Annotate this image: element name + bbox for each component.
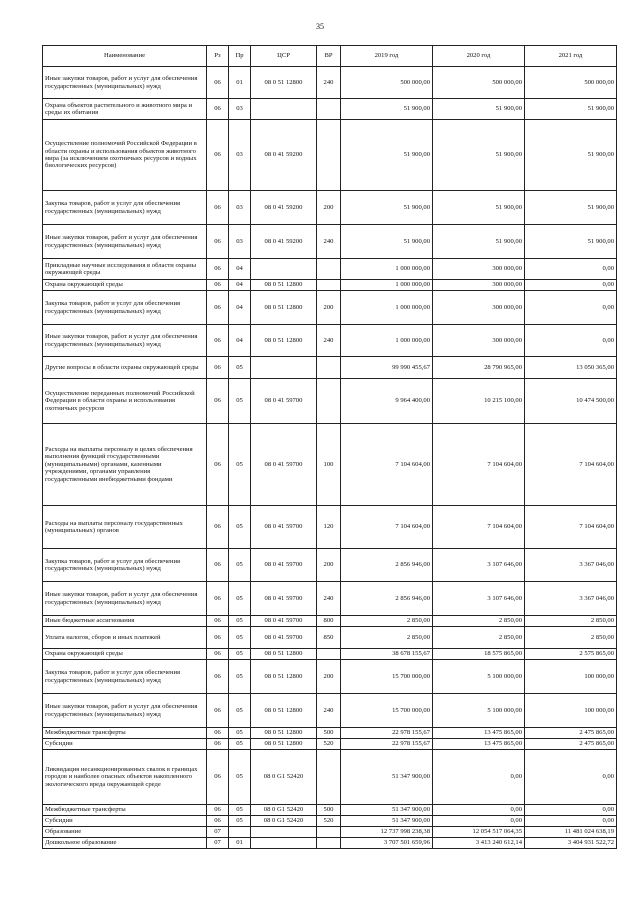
row-rz: 07	[207, 827, 229, 838]
row-vr: 200	[317, 549, 341, 582]
row-2020: 300 000,00	[433, 291, 525, 325]
header-pr: Пр	[229, 46, 251, 67]
row-2019: 12 737 998 238,38	[341, 827, 433, 838]
row-pr: 04	[229, 325, 251, 357]
row-2019: 2 850,00	[341, 616, 433, 627]
row-pr: 05	[229, 357, 251, 379]
row-pr: 05	[229, 728, 251, 739]
row-2021: 51 900,00	[525, 120, 617, 191]
row-csr: 08 0 51 12800	[251, 694, 317, 728]
row-2020: 7 104 604,00	[433, 506, 525, 549]
row-2020: 12 054 517 064,35	[433, 827, 525, 838]
table-row	[43, 259, 617, 280]
row-pr: 05	[229, 379, 251, 424]
row-vr	[317, 649, 341, 660]
row-csr: 08 0 G1 52420	[251, 750, 317, 805]
row-csr: 08 0 41 59700	[251, 424, 317, 506]
header-2021: 2021 год	[525, 46, 617, 67]
row-2021: 0,00	[525, 750, 617, 805]
row-rz: 06	[207, 750, 229, 805]
row-rz: 06	[207, 649, 229, 660]
row-csr: 08 0 41 59700	[251, 549, 317, 582]
row-2020: 300 000,00	[433, 280, 525, 291]
row-csr: 08 0 G1 52420	[251, 805, 317, 816]
row-name: Расходы на выплаты персоналу государственных (муниципальных) органов	[43, 506, 207, 549]
row-name: Межбюджетные трансферты	[43, 728, 207, 739]
row-vr	[317, 259, 341, 280]
row-rz: 06	[207, 99, 229, 120]
row-csr: 08 0 51 12800	[251, 660, 317, 694]
row-vr	[317, 99, 341, 120]
row-name: Осуществление переданных полномочий Российской Федерации в области охраны и использования охотничьих ресурсов	[43, 379, 207, 424]
row-vr: 850	[317, 627, 341, 649]
row-rz: 07	[207, 838, 229, 849]
row-2020: 28 790 965,00	[433, 357, 525, 379]
row-name: Охрана окружающей среды	[43, 280, 207, 291]
row-rz: 06	[207, 616, 229, 627]
row-2020: 3 107 646,00	[433, 549, 525, 582]
row-2021: 0,00	[525, 816, 617, 827]
row-2021: 2 850,00	[525, 627, 617, 649]
row-pr	[229, 827, 251, 838]
row-2019: 1 000 000,00	[341, 325, 433, 357]
row-2019: 9 964 400,00	[341, 379, 433, 424]
row-name: Ликвидация несанкционированных свалок в границах городов и наиболее опасных объектов накопленного экологического вреда окружающей среде	[43, 750, 207, 805]
row-vr	[317, 838, 341, 849]
row-2021: 51 900,00	[525, 225, 617, 259]
row-csr	[251, 99, 317, 120]
row-2021: 0,00	[525, 259, 617, 280]
row-pr: 05	[229, 549, 251, 582]
row-csr: 08 0 41 59200	[251, 120, 317, 191]
row-2021: 51 900,00	[525, 191, 617, 225]
row-pr: 03	[229, 120, 251, 191]
row-rz: 06	[207, 582, 229, 616]
row-pr: 01	[229, 838, 251, 849]
row-2020: 51 900,00	[433, 191, 525, 225]
row-csr: 08 0 51 12800	[251, 67, 317, 99]
row-2019: 22 978 155,67	[341, 728, 433, 739]
row-2020: 18 575 865,00	[433, 649, 525, 660]
row-vr: 120	[317, 506, 341, 549]
table-row	[43, 627, 617, 649]
table-row	[43, 616, 617, 627]
row-rz: 06	[207, 191, 229, 225]
row-vr: 200	[317, 291, 341, 325]
row-pr: 05	[229, 506, 251, 549]
header-2020: 2020 год	[433, 46, 525, 67]
row-2021: 2 575 865,00	[525, 649, 617, 660]
row-pr: 05	[229, 816, 251, 827]
row-pr: 01	[229, 67, 251, 99]
row-2020: 2 850,00	[433, 616, 525, 627]
row-2021: 10 474 500,00	[525, 379, 617, 424]
row-rz: 06	[207, 627, 229, 649]
row-vr: 800	[317, 616, 341, 627]
table-row	[43, 694, 617, 728]
row-vr	[317, 379, 341, 424]
row-pr: 05	[229, 694, 251, 728]
table-row	[43, 191, 617, 225]
row-rz: 06	[207, 379, 229, 424]
row-2021: 100 000,00	[525, 694, 617, 728]
table-row	[43, 357, 617, 379]
row-2020: 5 100 000,00	[433, 694, 525, 728]
row-rz: 06	[207, 728, 229, 739]
row-2021: 7 104 604,00	[525, 424, 617, 506]
row-2020: 300 000,00	[433, 325, 525, 357]
row-pr: 05	[229, 805, 251, 816]
row-csr: 08 0 51 12800	[251, 325, 317, 357]
table-row	[43, 225, 617, 259]
row-pr: 05	[229, 424, 251, 506]
row-name: Закупка товаров, работ и услуг для обеспечения государственных (муниципальных) нужд	[43, 291, 207, 325]
table-row	[43, 506, 617, 549]
row-csr	[251, 357, 317, 379]
row-2020: 51 900,00	[433, 99, 525, 120]
row-name: Субсидии	[43, 816, 207, 827]
row-2019: 38 678 155,67	[341, 649, 433, 660]
row-csr: 08 0 51 12800	[251, 739, 317, 750]
row-2021: 500 000,00	[525, 67, 617, 99]
row-vr: 240	[317, 582, 341, 616]
row-2019: 1 000 000,00	[341, 259, 433, 280]
row-vr	[317, 120, 341, 191]
row-vr	[317, 280, 341, 291]
row-vr: 100	[317, 424, 341, 506]
row-2019: 2 856 946,00	[341, 582, 433, 616]
row-name: Уплата налогов, сборов и иных платежей	[43, 627, 207, 649]
table-row	[43, 827, 617, 838]
row-csr: 08 0 41 59700	[251, 506, 317, 549]
row-vr	[317, 357, 341, 379]
row-2019: 2 856 946,00	[341, 549, 433, 582]
row-name: Дошкольное образование	[43, 838, 207, 849]
row-name: Охрана объектов растительного и животного мира и среды их обитания	[43, 99, 207, 120]
row-name: Прикладные научные исследования в области охраны окружающей среды	[43, 259, 207, 280]
row-pr: 03	[229, 191, 251, 225]
row-2019: 51 900,00	[341, 191, 433, 225]
row-rz: 06	[207, 660, 229, 694]
row-name: Расходы на выплаты персоналу в целях обеспечения выполнения функций государственными (муниципальными) органами, казенными учреждениями, органами управления государственными внебюджетными фондами	[43, 424, 207, 506]
row-csr: 08 0 41 59700	[251, 616, 317, 627]
row-csr: 08 0 41 59200	[251, 225, 317, 259]
row-2019: 1 000 000,00	[341, 280, 433, 291]
row-rz: 06	[207, 259, 229, 280]
row-2019: 2 850,00	[341, 627, 433, 649]
row-name: Закупка товаров, работ и услуг для обеспечения государственных (муниципальных) нужд	[43, 660, 207, 694]
table-row	[43, 582, 617, 616]
row-2020: 13 475 865,00	[433, 728, 525, 739]
row-rz: 06	[207, 424, 229, 506]
row-name: Иные закупки товаров, работ и услуг для обеспечения государственных (муниципальных) нужд	[43, 225, 207, 259]
row-name: Осуществление полномочий Российской Федерации в области охраны и использования объектов животного мира (за исключением охотничьих ресурсов и водных биологических ресурсов)	[43, 120, 207, 191]
row-rz: 06	[207, 280, 229, 291]
table-row	[43, 325, 617, 357]
row-pr: 05	[229, 627, 251, 649]
table-row	[43, 660, 617, 694]
row-csr: 08 0 41 59700	[251, 582, 317, 616]
row-vr: 240	[317, 225, 341, 259]
table-row	[43, 739, 617, 750]
row-csr: 08 0 41 59700	[251, 627, 317, 649]
row-csr: 08 0 G1 52420	[251, 816, 317, 827]
row-2019: 15 700 000,00	[341, 660, 433, 694]
table-row	[43, 99, 617, 120]
table-row	[43, 120, 617, 191]
row-2021: 3 367 046,00	[525, 549, 617, 582]
row-name: Другие вопросы в области охраны окружающей среды	[43, 357, 207, 379]
header-vr: ВР	[317, 46, 341, 67]
row-rz: 06	[207, 291, 229, 325]
row-2021: 0,00	[525, 291, 617, 325]
row-vr: 240	[317, 694, 341, 728]
row-2019: 51 347 900,00	[341, 805, 433, 816]
row-pr: 04	[229, 291, 251, 325]
row-csr: 08 0 41 59200	[251, 191, 317, 225]
table-row	[43, 424, 617, 506]
row-2020: 3 413 240 612,14	[433, 838, 525, 849]
row-name: Иные закупки товаров, работ и услуг для обеспечения государственных (муниципальных) нужд	[43, 694, 207, 728]
table-row	[43, 838, 617, 849]
header-csr: ЦСР	[251, 46, 317, 67]
header-rz: Рз	[207, 46, 229, 67]
row-2019: 7 104 604,00	[341, 506, 433, 549]
row-name: Иные бюджетные ассигнования	[43, 616, 207, 627]
row-pr: 05	[229, 582, 251, 616]
row-2019: 15 700 000,00	[341, 694, 433, 728]
table-row	[43, 67, 617, 99]
row-vr: 200	[317, 191, 341, 225]
row-name: Иные закупки товаров, работ и услуг для обеспечения государственных (муниципальных) нужд	[43, 325, 207, 357]
row-rz: 06	[207, 739, 229, 750]
row-2020: 3 107 646,00	[433, 582, 525, 616]
row-2021: 11 481 024 638,19	[525, 827, 617, 838]
row-vr: 240	[317, 325, 341, 357]
row-pr: 05	[229, 616, 251, 627]
row-vr	[317, 827, 341, 838]
row-2021: 3 404 931 522,72	[525, 838, 617, 849]
row-2019: 51 347 900,00	[341, 816, 433, 827]
row-vr: 500	[317, 805, 341, 816]
row-vr: 520	[317, 816, 341, 827]
row-csr	[251, 838, 317, 849]
row-2020: 300 000,00	[433, 259, 525, 280]
table-row	[43, 816, 617, 827]
row-2020: 7 104 604,00	[433, 424, 525, 506]
row-2020: 2 850,00	[433, 627, 525, 649]
row-2021: 13 050 365,00	[525, 357, 617, 379]
row-pr: 04	[229, 280, 251, 291]
table-row	[43, 750, 617, 805]
row-2019: 51 347 900,00	[341, 750, 433, 805]
row-csr: 08 0 51 12800	[251, 649, 317, 660]
row-2021: 51 900,00	[525, 99, 617, 120]
row-2021: 0,00	[525, 805, 617, 816]
header-2019: 2019 год	[341, 46, 433, 67]
table-row	[43, 291, 617, 325]
row-2020: 0,00	[433, 805, 525, 816]
row-name: Субсидии	[43, 739, 207, 750]
table-row	[43, 379, 617, 424]
row-2021: 7 104 604,00	[525, 506, 617, 549]
row-name: Закупка товаров, работ и услуг для обеспечения государственных (муниципальных) нужд	[43, 549, 207, 582]
page-number: 35	[316, 22, 324, 31]
table-row	[43, 805, 617, 816]
row-2020: 500 000,00	[433, 67, 525, 99]
row-rz: 06	[207, 816, 229, 827]
table-row	[43, 280, 617, 291]
row-2019: 99 990 455,67	[341, 357, 433, 379]
row-csr: 08 0 41 59700	[251, 379, 317, 424]
row-rz: 06	[207, 694, 229, 728]
row-2020: 0,00	[433, 816, 525, 827]
row-2021: 0,00	[525, 325, 617, 357]
row-2020: 10 215 100,00	[433, 379, 525, 424]
header-name: Наименование	[43, 46, 207, 67]
row-rz: 06	[207, 549, 229, 582]
row-vr: 200	[317, 660, 341, 694]
budget-table	[42, 45, 617, 849]
row-2020: 0,00	[433, 750, 525, 805]
row-2020: 5 100 000,00	[433, 660, 525, 694]
row-2021: 100 000,00	[525, 660, 617, 694]
row-pr: 05	[229, 750, 251, 805]
row-pr: 03	[229, 99, 251, 120]
row-csr: 08 0 51 12800	[251, 280, 317, 291]
row-pr: 03	[229, 225, 251, 259]
row-name: Иные закупки товаров, работ и услуг для обеспечения государственных (муниципальных) нужд	[43, 67, 207, 99]
row-2020: 13 475 865,00	[433, 739, 525, 750]
row-pr: 04	[229, 259, 251, 280]
row-2019: 500 000,00	[341, 67, 433, 99]
row-vr	[317, 750, 341, 805]
row-csr	[251, 259, 317, 280]
row-rz: 06	[207, 325, 229, 357]
row-name: Образование	[43, 827, 207, 838]
row-2019: 51 900,00	[341, 225, 433, 259]
header-row	[43, 46, 617, 67]
row-csr	[251, 827, 317, 838]
row-2019: 51 900,00	[341, 99, 433, 120]
row-rz: 06	[207, 357, 229, 379]
row-rz: 06	[207, 67, 229, 99]
row-name: Охрана окружающей среды	[43, 649, 207, 660]
row-csr: 08 0 51 12800	[251, 728, 317, 739]
row-vr: 520	[317, 739, 341, 750]
row-rz: 06	[207, 805, 229, 816]
row-csr: 08 0 51 12800	[251, 291, 317, 325]
row-rz: 06	[207, 120, 229, 191]
row-rz: 06	[207, 506, 229, 549]
row-2021: 2 850,00	[525, 616, 617, 627]
row-2021: 2 475 865,00	[525, 728, 617, 739]
table-row	[43, 649, 617, 660]
row-pr: 05	[229, 739, 251, 750]
row-pr: 05	[229, 649, 251, 660]
row-vr: 500	[317, 728, 341, 739]
table-row	[43, 549, 617, 582]
row-2020: 51 900,00	[433, 225, 525, 259]
row-name: Закупка товаров, работ и услуг для обеспечения государственных (муниципальных) нужд	[43, 191, 207, 225]
row-2019: 3 707 501 659,96	[341, 838, 433, 849]
row-2019: 7 104 604,00	[341, 424, 433, 506]
table-row	[43, 728, 617, 739]
row-2021: 0,00	[525, 280, 617, 291]
row-2019: 1 000 000,00	[341, 291, 433, 325]
row-2019: 22 978 155,67	[341, 739, 433, 750]
row-pr: 05	[229, 660, 251, 694]
row-2021: 2 475 865,00	[525, 739, 617, 750]
row-name: Межбюджетные трансферты	[43, 805, 207, 816]
row-rz: 06	[207, 225, 229, 259]
row-2021: 3 367 046,00	[525, 582, 617, 616]
row-vr: 240	[317, 67, 341, 99]
row-2020: 51 900,00	[433, 120, 525, 191]
row-2019: 51 900,00	[341, 120, 433, 191]
row-name: Иные закупки товаров, работ и услуг для обеспечения государственных (муниципальных) нужд	[43, 582, 207, 616]
